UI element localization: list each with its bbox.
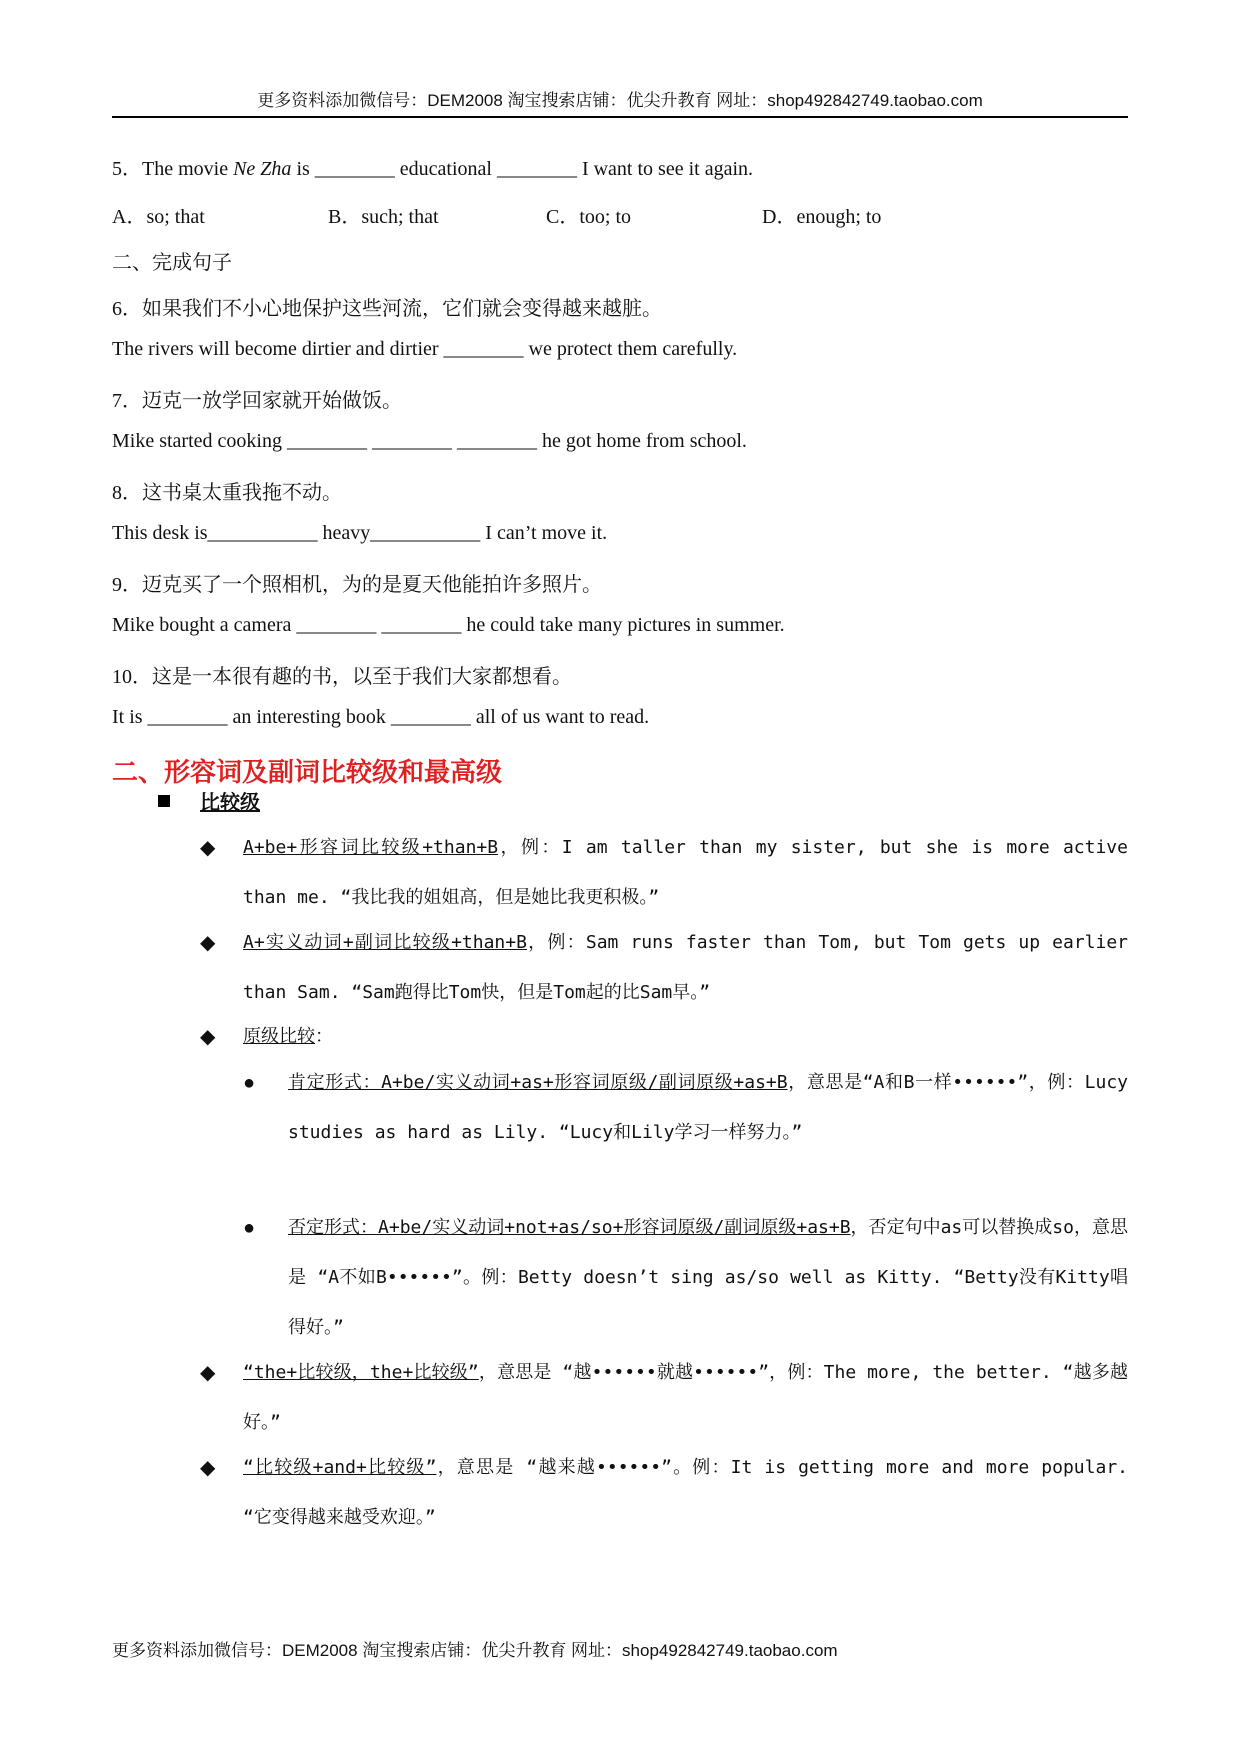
diamond-bullet-icon: ◆ [200,837,216,859]
rule-3-text: ： [315,1026,333,1047]
rule-3a-pattern: 肯定形式：A+be/实义动词+as+形容词原级/副词原级+as+B [288,1072,788,1093]
diamond-bullet-icon: ◆ [200,932,216,954]
diamond-bullet-icon: ◆ [200,1026,216,1048]
q5-pre: 5．The movie [112,158,234,180]
sentence-10-en: It is ________ an interesting book ________ all of us want to read. [112,706,650,728]
option-d: D．enough; to [762,206,882,228]
question-5 [112,152,753,181]
diamond-bullet-icon: ◆ [200,1362,216,1384]
square-bullet-icon [158,795,170,807]
sentence-10-cn: 10．这是一本很有趣的书，以至于我们大家都想看。 [112,666,572,688]
sentence-8-en: This desk is___________ heavy___________ I can’t move it. [112,522,608,544]
sentence-6-en: The rivers will become dirtier and dirtier ________ we protect them carefully. [112,338,738,360]
option-c: C．too; to [546,206,632,228]
sentence-7-en: Mike started cooking ________ ________ ________ he got home from school. [112,430,747,452]
rule-3a-text: ，意思是“A和B一样••••••”，例：Lucy studies as hard as Lily. “Lucy和Lily学习一样努力。” [288,1072,1128,1143]
sentence-6-cn: 6．如果我们不小心地保护这些河流，它们就会变得越来越脏。 [112,298,662,320]
rule-4 [243,1348,1128,1448]
rule-4-text: ，意思是 “越••••••就越••••••”，例：The more, the better. “越多越好。” [243,1362,1128,1433]
sentence-9-en: Mike bought a camera ________ ________ he could take many pictures in summer. [112,614,785,636]
rule-3a [288,1058,1128,1158]
rule-5 [243,1443,1128,1543]
rule-3-pattern: 原级比较 [243,1026,315,1047]
header-text: 更多资料添加微信号：DEM2008 淘宝搜索店铺：优尖升教育 网址：shop492842749.taobao.com [257,91,983,110]
rule-2-pattern: A+实义动词+副词比较级+than+B [243,932,527,953]
sentence-9-cn: 9．迈克买了一个照相机，为的是夏天他能拍许多照片。 [112,574,602,596]
sentence-8-cn: 8．这书桌太重我拖不动。 [112,482,342,504]
rule-1-pattern: A+be+形容词比较级+than+B [243,837,499,858]
sentence-7-cn: 7．迈克一放学回家就开始做饭。 [112,390,402,412]
subsection-label: 比较级 [200,790,260,814]
rule-3 [243,1012,1128,1062]
rule-5-text: ，意思是 “越来越••••••”。例：It is getting more and more popular. “它变得越来越受欢迎。” [243,1457,1128,1528]
subsection-title [158,786,260,815]
rule-5-pattern: “比较级+and+比较级” [243,1457,437,1478]
q5-post: is ________ educational ________ I want to see it again. [291,158,754,180]
rule-4-pattern: “the+比较级，the+比较级” [243,1362,479,1383]
diamond-bullet-icon: ◆ [200,1457,216,1479]
movie-title: Ne Zha [233,158,292,180]
page-footer [112,1636,838,1661]
rule-2-text: ，例：Sam runs faster than Tom, but Tom gets up earlier than Sam. “Sam跑得比Tom快，但是Tom起的比Sam早。” [243,932,1129,1003]
rule-2 [243,918,1128,1018]
rule-3b-pattern: 否定形式：A+be/实义动词+not+as/so+形容词原级/副词原级+as+B [288,1217,851,1238]
round-bullet-icon: ● [243,1072,256,1094]
part-heading: 二、完成句子 [112,252,232,274]
rule-3b [288,1203,1128,1353]
footer-text: 更多资料添加微信号：DEM2008 淘宝搜索店铺：优尖升教育 网址：shop492842749.taobao.com [112,1641,838,1660]
rule-1-text: ，例：I am taller than my sister, but she is more active than me. “我比我的姐姐高，但是她比我更积极。” [243,837,1128,908]
q5-options [112,200,1128,226]
round-bullet-icon: ● [243,1217,256,1239]
option-b: B．such; that [328,206,439,228]
option-a: A．so; that [112,206,205,228]
rule-1 [243,823,1128,923]
rule-3b-text: ，否定句中as可以替换成so，意思是 “A不如B••••••”。例：Betty doesn’t sing as/so well as Kitty. “Betty没有Kitty唱得好。” [288,1217,1128,1338]
page-header [112,86,1128,118]
section-title: 二、形容词及副词比较级和最高级 [112,758,503,788]
